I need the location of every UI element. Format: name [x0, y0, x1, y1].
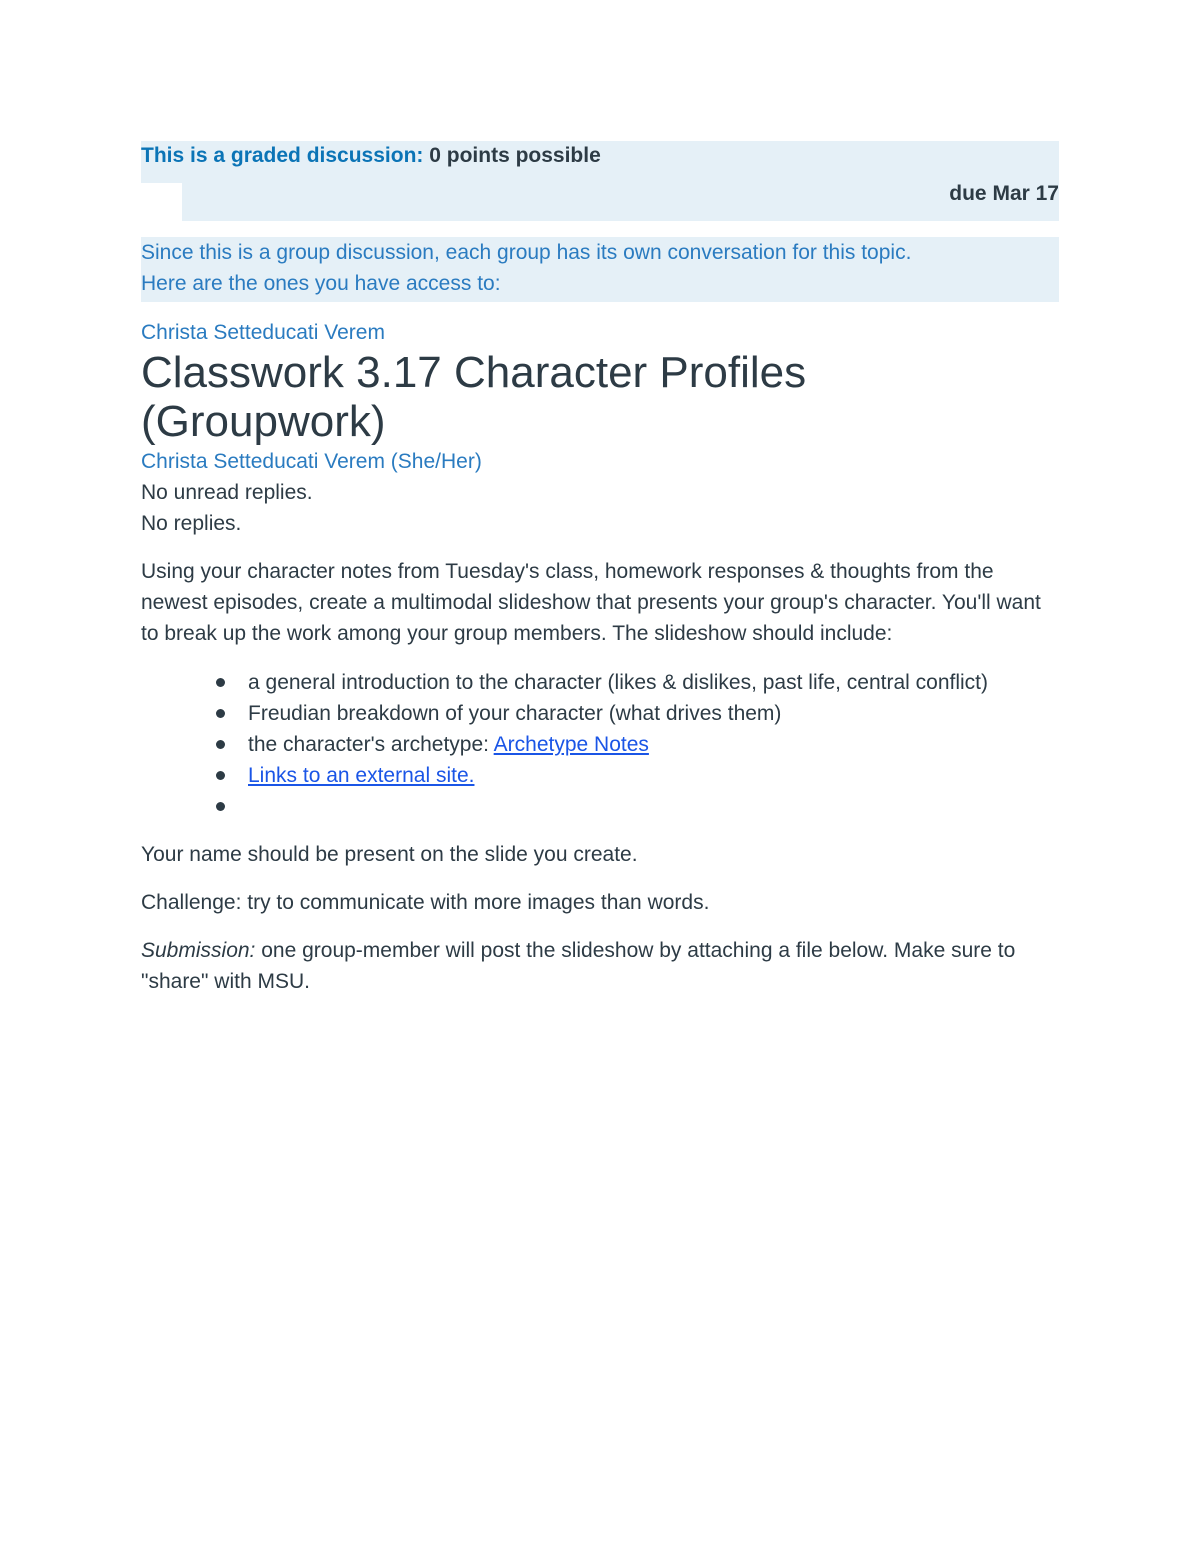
group-discussion-notice: [141, 237, 1059, 302]
assignment-intro: Using your character notes from Tuesday's class, homework responses & thoughts from the newest episodes, create a multimodal slideshow that presents your group's character. You'll want to break up the work among your group members. The slideshow should include:: [141, 560, 1041, 645]
name-note: Your name should be present on the slide you create.: [141, 843, 638, 866]
discussion-page: [141, 141, 1059, 997]
author-name[interactable]: Christa Setteducati Verem (She/Her): [141, 450, 482, 473]
graded-label: This is a graded discussion:: [141, 144, 424, 167]
archetype-notes-link[interactable]: Archetype Notes: [493, 733, 649, 756]
list-item-text: Freudian breakdown of your character (what drives them): [248, 702, 782, 725]
submission-note: [141, 935, 1059, 997]
group-notice-line-1: Since this is a group discussion, each group has its own conversation for this topic.: [141, 241, 912, 264]
bullet-icon: [216, 802, 225, 811]
submission-text: one group-member will post the slideshow by attaching a file below. Make sure to "share" with MSU.: [141, 939, 1016, 993]
submission-label: Submission:: [141, 939, 256, 962]
bullet-icon: [216, 740, 225, 749]
due-date: due Mar 17: [949, 182, 1059, 205]
unread-replies-status: No unread replies.: [141, 481, 313, 504]
list-item: [248, 667, 1059, 698]
discussion-title: Classwork 3.17 Character Profiles (Groupwork): [141, 348, 807, 446]
list-item: [248, 729, 1059, 760]
list-item-text: a general introduction to the character (likes & dislikes, past life, central conflict): [248, 671, 989, 694]
banner-background-bottom: [182, 183, 1059, 221]
list-item: [248, 791, 1059, 822]
challenge-note: Challenge: try to communicate with more images than words.: [141, 891, 710, 914]
points-possible: 0 points possible: [429, 144, 601, 167]
external-site-link[interactable]: Links to an external site.: [248, 764, 475, 787]
group-link[interactable]: Christa Setteducati Verem: [141, 321, 385, 344]
bullet-icon: [216, 709, 225, 718]
list-item-text: the character's archetype:: [248, 733, 494, 756]
list-item: [248, 698, 1059, 729]
requirements-list: [141, 667, 1059, 822]
bullet-icon: [216, 678, 225, 687]
group-notice-line-2: Here are the ones you have access to:: [141, 272, 501, 295]
bullet-icon: [216, 771, 225, 780]
graded-discussion-banner: [141, 141, 1059, 221]
graded-info: [141, 143, 601, 169]
replies-status: No replies.: [141, 512, 242, 535]
list-item: [248, 760, 1059, 791]
